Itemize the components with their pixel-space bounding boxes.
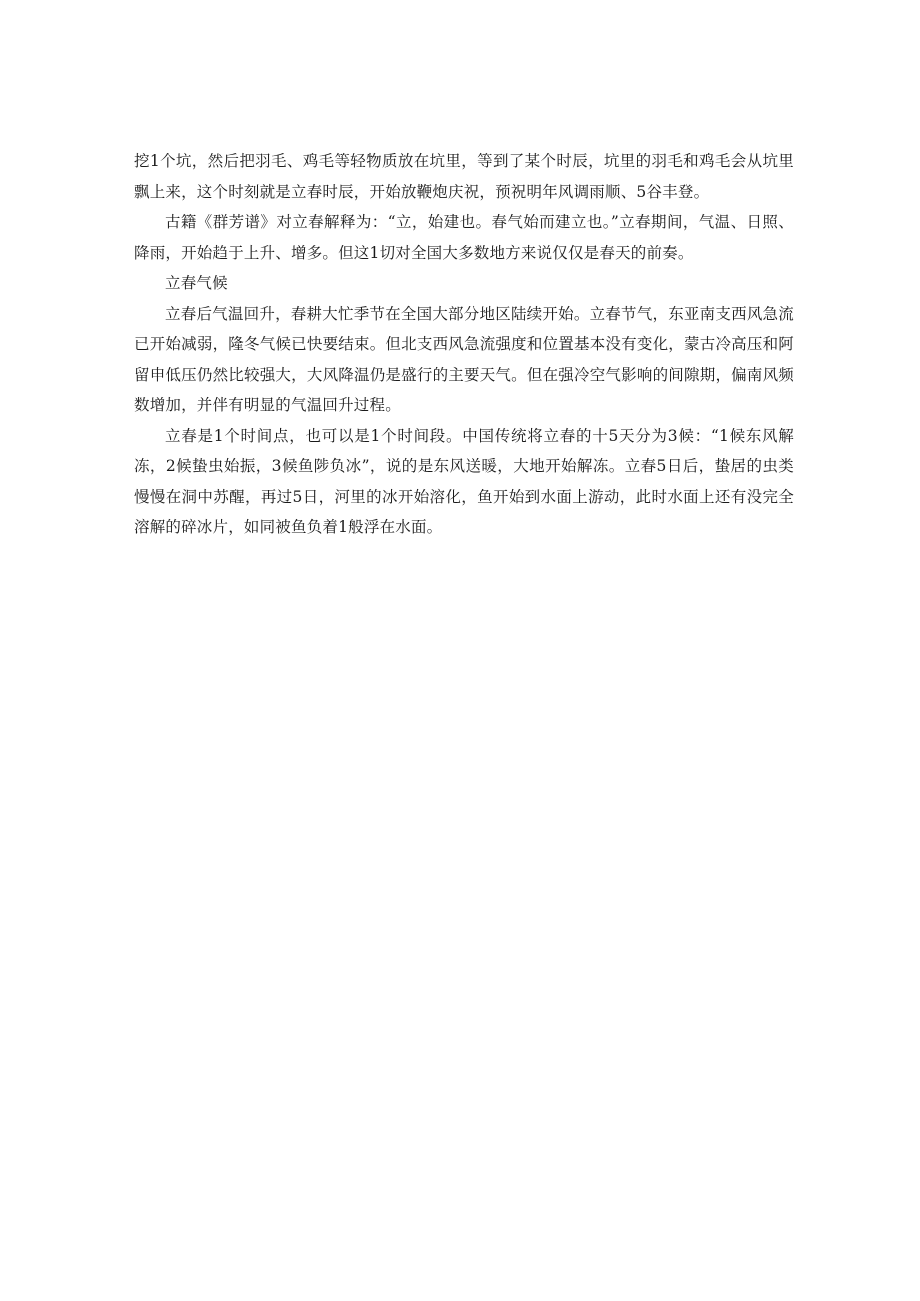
paragraph-climate: 立春后气温回升，春耕大忙季节在全国大部分地区陆续开始。立春节气，东亚南支西风急流已开始减弱，隆冬气候已快要结束。但北支西风急流强度和位置基本没有变化，蒙古冷高压和阿留申低压仍然比较强大，大风降温仍是盛行的主要天气。但在强冷空气影响的间隙期，偏南风频数增加，并伴有明显的气温回升过程。 [134, 304, 794, 414]
paragraph-qunfangpu: 古籍《群芳谱》对立春解释为：“立，始建也。春气始而建立也。”立春期间，气温、日照、降雨，开始趋于上升、增多。但这1切对全国大多数地方来说仅仅是春天的前奏。 [134, 213, 794, 262]
document-body [134, 146, 794, 543]
paragraph-three-pentads: 立春是1个时间点，也可以是1个时间段。中国传统将立春的十5天分为3候：“1候东风解冻，2候蛰虫始振，3候鱼陟负冰”，说的是东风送暖，大地开始解冻。立春5日后，蛰居的虫类慢慢在洞中苏醒，再过5日，河里的冰开始溶化，鱼开始到水面上游动，此时水面上还有没完全溶解的碎冰片，如同被鱼负着1般浮在水面。 [134, 426, 794, 536]
paragraph-continued: 挖1个坑，然后把羽毛、鸡毛等轻物质放在坑里，等到了某个时辰，坑里的羽毛和鸡毛会从坑里飘上来，这个时刻就是立春时辰，开始放鞭炮庆祝，预祝明年风调雨顺、5谷丰登。 [134, 152, 794, 201]
section-heading-lichun-climate: 立春气候 [165, 274, 228, 292]
